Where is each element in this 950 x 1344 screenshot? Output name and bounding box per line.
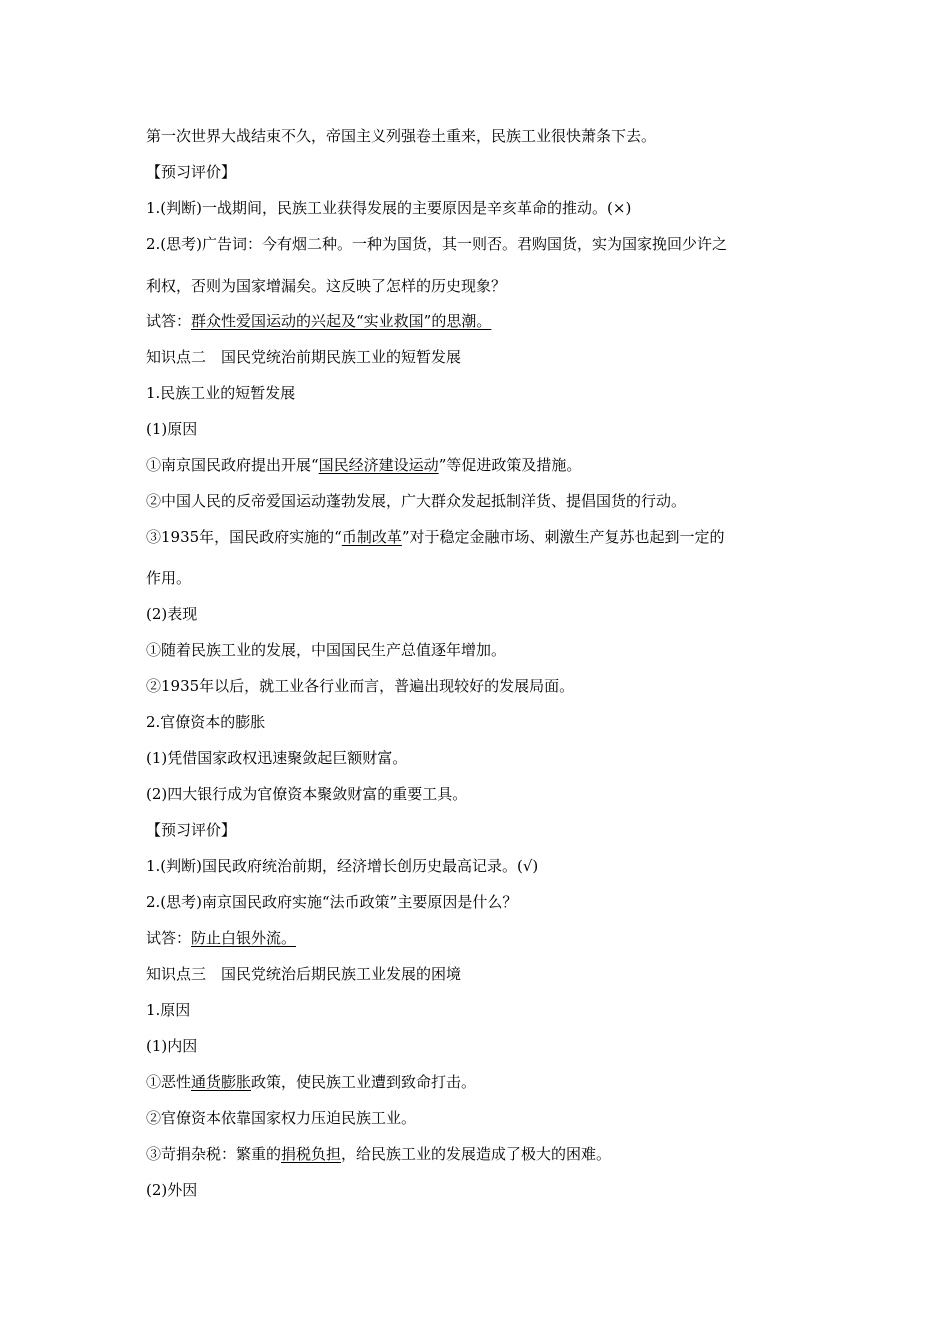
list-item-cause-3-continued: 作用。 (146, 569, 192, 587)
list-item-internal-2: ②官僚资本依靠国家权力压迫民族工业。 (146, 1109, 417, 1127)
question-thinking-3: 2.(思考)南京国民政府实施“法币政策”主要原因是什么？ (146, 893, 518, 911)
subheading-causes: (1)原因 (146, 420, 198, 438)
section-heading-preview-evaluation: 【预习评价】 (146, 163, 237, 181)
list-item-internal-1: ①恶性通货膨胀政策，使民族工业遭到致命打击。 (146, 1073, 477, 1091)
key-term: 通货膨胀 (191, 1073, 252, 1091)
subheading-internal-causes: (1)内因 (146, 1037, 198, 1055)
key-term: 币制改革 (341, 528, 402, 546)
answer-line-2 (146, 928, 826, 948)
question-thinking-2: 2.(思考)广告词：今有烟二种。一种为国货，其一则否。君购国货，实为国家挽回少许之 (146, 235, 728, 253)
list-item-internal-3: ③苛捐杂税：繁重的捐税负担，给民族工业的发展造成了极大的困难。 (146, 1145, 612, 1163)
list-item-cause-2: ②中国人民的反帝爱国运动蓬勃发展，广大群众发起抵制洋货、提倡国货的行动。 (146, 492, 687, 510)
list-item-cause-1: ①南京国民政府提出开展“国民经济建设运动”等促进政策及措施。 (146, 456, 582, 474)
subheading-external-causes: (2)外因 (146, 1181, 198, 1199)
list-item-performance-1: ①随着民族工业的发展，中国国民生产总值逐年增加。 (146, 641, 507, 659)
answer-label: 试答： (146, 929, 192, 947)
subheading-bureaucratic-capital: 2.官僚资本的膨胀 (146, 713, 266, 731)
key-term: 捐税负担 (281, 1145, 342, 1163)
answer-label: 试答： (146, 312, 192, 330)
list-item-cause-3: ③1935年，国民政府实施的“币制改革”对于稳定金融市场、刺激生产复苏也起到一定的 (146, 528, 725, 546)
list-item-capital-1: (1)凭借国家政权迅速聚敛起巨额财富。 (146, 749, 408, 767)
key-term: 国民经济建设运动 (318, 456, 439, 474)
list-item-performance-2: ②1935年以后，就工业各行业而言，普遍出现较好的发展局面。 (146, 677, 575, 695)
subheading-causes-2: 1.原因 (146, 1001, 191, 1019)
section-heading-preview-evaluation-2: 【预习评价】 (146, 821, 237, 839)
question-judgment-1: 1.(判断)一战期间，民族工业获得发展的主要原因是辛亥革命的推动。(×) (146, 199, 632, 217)
knowledge-point-2-heading: 知识点二 国民党统治前期民族工业的短暂发展 (146, 348, 462, 366)
list-item-capital-2: (2)四大银行成为官僚资本聚敛财富的重要工具。 (146, 785, 468, 803)
knowledge-point-3-heading: 知识点三 国民党统治后期民族工业发展的困境 (146, 965, 462, 983)
subheading-performance: (2)表现 (146, 605, 198, 623)
question-thinking-2-continued: 利权，否则为国家增漏矣。这反映了怎样的历史现象？ (146, 277, 507, 295)
answer-line (146, 311, 826, 331)
answer-text: 防止白银外流。 (191, 929, 297, 947)
paragraph-ww1-aftermath: 第一次世界大战结束不久，帝国主义列强卷土重来，民族工业很快萧条下去。 (146, 127, 657, 145)
question-judgment-2: 1.(判断)国民政府统治前期，经济增长创历史最高记录。(√) (146, 857, 539, 875)
answer-text: 群众性爱国运动的兴起及“实业救国”的思潮。 (191, 312, 492, 330)
subheading-short-development: 1.民族工业的短暂发展 (146, 384, 296, 402)
